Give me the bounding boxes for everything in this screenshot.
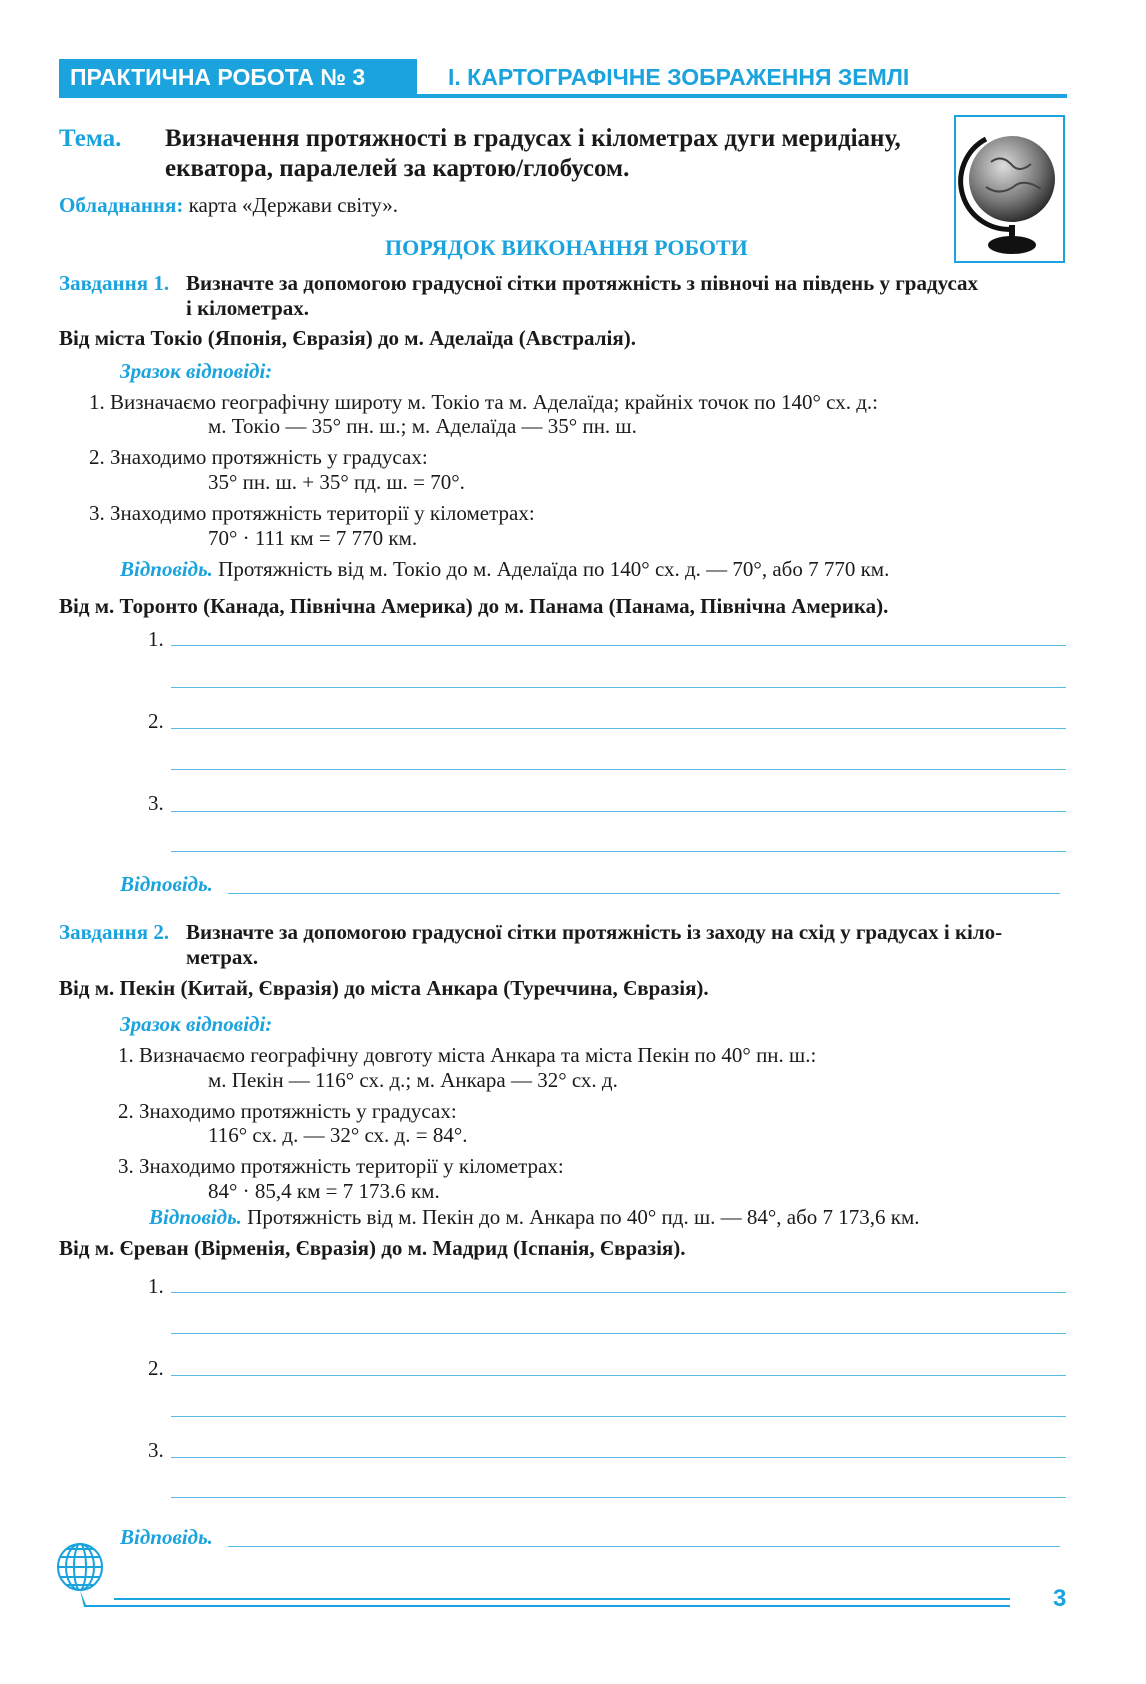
task1-text-1: Визначте за допомогою градусної сітки протяжність з півночі на південь у градусах bbox=[186, 271, 979, 295]
answer-line[interactable] bbox=[171, 1416, 1066, 1417]
answer-line[interactable] bbox=[171, 851, 1066, 852]
task2-step1-a: 1. Визначаємо географічну довготу міста Анкара та міста Пекін по 40° пн. ш.: bbox=[118, 1043, 817, 1067]
answer-line[interactable] bbox=[171, 645, 1066, 646]
task2-step2-b: 116° сх. д. — 32° сх. д. = 84°. bbox=[208, 1123, 468, 1147]
task2-num-2: 2. bbox=[148, 1356, 164, 1380]
procedure-title: ПОРЯДОК ВИКОНАННЯ РОБОТИ bbox=[385, 235, 748, 260]
task1-num-3: 3. bbox=[148, 791, 164, 815]
equipment bbox=[59, 193, 398, 218]
answer-line[interactable] bbox=[171, 1375, 1066, 1376]
topic-label: Тема. bbox=[59, 125, 122, 152]
answer-line[interactable] bbox=[228, 893, 1060, 894]
footer-rule bbox=[114, 1598, 1010, 1600]
globe-icon bbox=[956, 117, 1063, 261]
task2-example-route: Від м. Пекін (Китай, Євразія) до міста Анкара (Туреччина, Євразія). bbox=[59, 976, 709, 1000]
answer-line[interactable] bbox=[171, 1497, 1066, 1498]
task1-answer-text: Протяжність від м. Токіо до м. Аделаїда по 140° сх. д. — 70°, або 7 770 км. bbox=[218, 557, 890, 581]
footer-rule bbox=[114, 1605, 1010, 1607]
answer-line[interactable] bbox=[171, 769, 1066, 770]
task2-num-3: 3. bbox=[148, 1438, 164, 1462]
task1-step3-b: 70° · 111 км = 7 770 км. bbox=[208, 526, 418, 550]
globe-image bbox=[954, 115, 1065, 263]
task1-answer-label: Відповідь. bbox=[120, 557, 213, 581]
task1-num-2: 2. bbox=[148, 709, 164, 733]
task2-text-1: Визначте за допомогою градусної сітки протяжність із заходу на схід у градусах і кіло- bbox=[186, 920, 1003, 944]
task1-exercise-answer-label: Відповідь. bbox=[120, 872, 213, 896]
task2-answer bbox=[149, 1205, 920, 1230]
task2-step1-b: м. Пекін — 116° сх. д.; м. Анкара — 32° сх. д. bbox=[208, 1068, 618, 1092]
task1-text-2: і кілометрах. bbox=[186, 296, 310, 320]
task1-step1-b: м. Токіо — 35° пн. ш.; м. Аделаїда — 35° пн. ш. bbox=[208, 414, 637, 438]
answer-line[interactable] bbox=[171, 1457, 1066, 1458]
task1-step2-a: 2. Знаходимо протяжність у градусах: bbox=[89, 445, 428, 469]
section-title: І. КАРТОГРАФІЧНЕ ЗОБРАЖЕННЯ ЗЕМЛІ bbox=[448, 64, 910, 90]
task2-label: Завдання 2. bbox=[59, 920, 170, 944]
task1-label: Завдання 1. bbox=[59, 271, 170, 295]
answer-line[interactable] bbox=[171, 1333, 1066, 1334]
task2-step3-a: 3. Знаходимо протяжність території у кілометрах: bbox=[118, 1154, 564, 1178]
work-label: ПРАКТИЧНА РОБОТА № 3 bbox=[70, 64, 366, 90]
task2-answer-text: Протяжність від м. Пекін до м. Анкара по 40° пд. ш. — 84°, або 7 173,6 км. bbox=[247, 1205, 920, 1229]
task1-example-route: Від міста Токіо (Японія, Євразія) до м. Аделаїда (Австралія). bbox=[59, 326, 636, 350]
task2-exercise-answer-label: Відповідь. bbox=[120, 1525, 213, 1549]
task2-text-2: метрах. bbox=[186, 945, 259, 969]
task1-step1-a: 1. Визначаємо географічну широту м. Токіо та м. Аделаїда; крайніх точок по 140° сх. д.: bbox=[89, 390, 878, 414]
answer-line[interactable] bbox=[171, 811, 1066, 812]
answer-line[interactable] bbox=[171, 687, 1066, 688]
task2-sample-label: Зразок відповіді: bbox=[120, 1012, 273, 1036]
equipment-value: карта «Держави світу». bbox=[188, 193, 398, 217]
task2-answer-label: Відповідь. bbox=[149, 1205, 242, 1229]
page-number: 3 bbox=[1053, 1585, 1067, 1612]
answer-line[interactable] bbox=[171, 1292, 1066, 1293]
task2-num-1: 1. bbox=[148, 1274, 164, 1298]
topic-line-2: екватора, паралелей за картою/глобусом. bbox=[165, 155, 630, 182]
task1-num-1: 1. bbox=[148, 627, 164, 651]
equipment-label: Обладнання: bbox=[59, 193, 184, 217]
footer-globe-icon bbox=[56, 1543, 116, 1609]
task2-step2-a: 2. Знаходимо протяжність у градусах: bbox=[118, 1099, 457, 1123]
topic-line-1: Визначення протяжності в градусах і кілометрах дуги меридіану, bbox=[165, 125, 901, 152]
task2-exercise-route: Від м. Єреван (Вірменія, Євразія) до м. Мадрид (Іспанія, Євразія). bbox=[59, 1236, 686, 1260]
task1-step2-b: 35° пн. ш. + 35° пд. ш. = 70°. bbox=[208, 470, 465, 494]
task1-sample-label: Зразок відповіді: bbox=[120, 359, 273, 383]
answer-line[interactable] bbox=[171, 728, 1066, 729]
answer-line[interactable] bbox=[228, 1546, 1060, 1547]
task2-step3-b: 84° · 85,4 км = 7 173.6 км. bbox=[208, 1179, 440, 1203]
task1-answer bbox=[120, 557, 889, 582]
task1-step3-a: 3. Знаходимо протяжність території у кілометрах: bbox=[89, 501, 535, 525]
header-rule bbox=[59, 94, 1067, 98]
task1-exercise-route: Від м. Торонто (Канада, Північна Америка) до м. Панама (Панама, Північна Америка). bbox=[59, 594, 889, 618]
